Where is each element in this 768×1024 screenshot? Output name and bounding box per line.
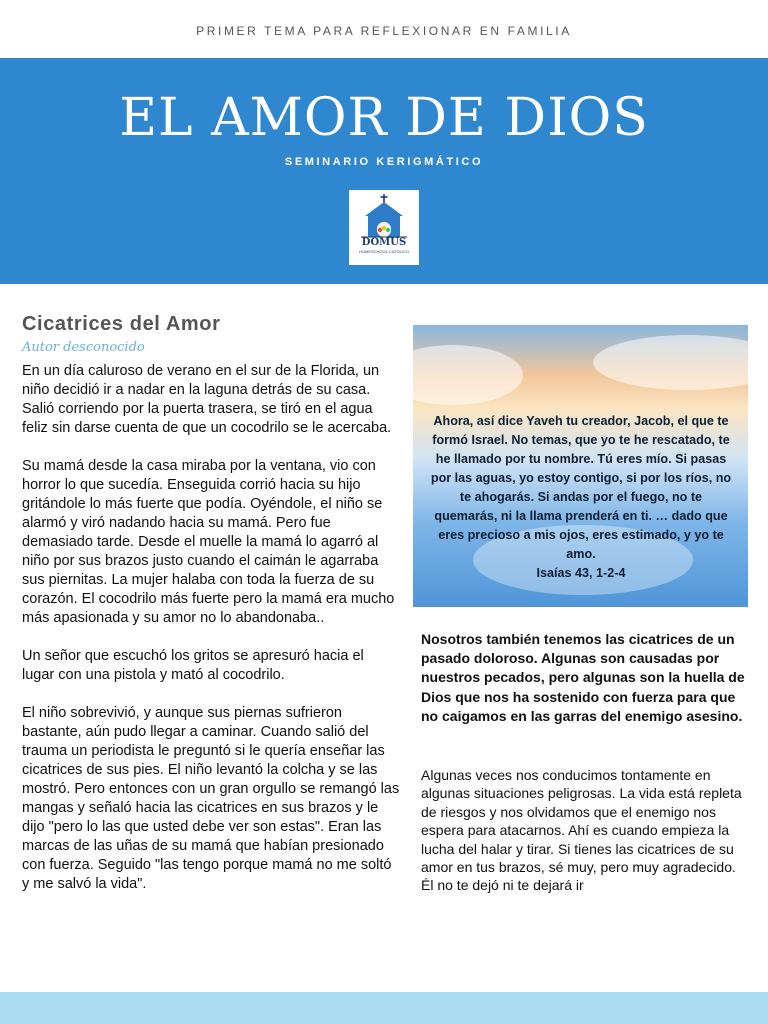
scripture-quote-box [413, 325, 748, 607]
logo-tagline: HOMESCHOOL CATÓLICO [358, 249, 409, 254]
quote-reference: Isaías 43, 1-2-4 [536, 566, 626, 580]
domus-logo [349, 190, 419, 265]
footer-band [0, 992, 768, 1024]
cloud-shape [593, 335, 748, 390]
story-column [22, 362, 400, 913]
top-kicker: PRIMER TEMA PARA REFLEXIONAR EN FAMILIA [196, 24, 572, 38]
story-paragraph: El niño sobrevivió, y aunque sus piernas sufrieron bastante, aún pudo llegar a caminar. Cuando salió del trauma un periodista le preguntó si le quería enseñar las cicatrices de sus pies. El niño levantó la colcha y se las mostró. Pero entonces con un gran orgullo se remangó las mangas y señaló hacia las cicatrices en sus brazos y le dijo "pero lo las que usted debe ver son estas". Eran las marcas de las uñas de su mamá que habían presionado con fuerza. Seguido "las tengo porque mamá no me soltó y me salvó la vida". [22, 705, 400, 892]
story-paragraph: En un día caluroso de verano en el sur de la Florida, un niño decidió ir a nadar en la laguna detrás de su casa. Salió corriendo por la puerta trasera, se tiró en el agua feliz sin darse cuenta de que un cocodrilo se le acercaba. [22, 363, 392, 436]
story-paragraph: Su mamá desde la casa miraba por la ventana, vio con horror lo que sucedía. Enseguida corrió hacia su hijo gritándole lo más fuerte que podía. Oyéndole, el niño se alarmó y viró nadando hacia su mamá. Pero fue demasiado tarde. Desde el muelle la mamá lo agarró al niño por sus brazos justo cuando el caimán le agarraba sus piernitas. La mujer halaba con toda la fuerza de su corazón. El cocodrilo más fuerte pero la mamá era mucho más apasionada y su amor no lo abandonaba.. [22, 458, 395, 626]
scripture-quote [427, 412, 735, 583]
title-banner [0, 58, 768, 284]
cloud-shape [413, 345, 523, 405]
page-title: EL AMOR DE DIOS [119, 88, 649, 148]
logo-text: DOMUS [361, 237, 407, 248]
quote-text: Ahora, así dice Yaveh tu creador, Jacob, el que te formó Israel. No temas, que yo te he rescatado, te he llamado por tu nombre. Tú eres mío. Si pasas por las aguas, yo estoy contigo, si por los ríos, no te ahogarás. Si andas por el fuego, no te quemarás, ni la llama prenderá en ti. … dado que eres precioso a mis ojos, eres estimado, y yo te amo. [430, 414, 732, 561]
reflection-lead: Nosotros también tenemos las cicatrices de un pasado doloroso. Algunas son causadas por nuestros pecados, pero algunas son la huella de Dios que nos ha sostenido con fuerza para que no caigamos en las garras del enemigo asesino. [421, 631, 745, 724]
article-title: Cicatrices del Amor [22, 313, 221, 335]
reflection-body: Algunas veces nos conducimos tontamente en algunas situaciones peligrosas. La vida está repleta de riesgos y nos olvidamos que el enemigo nos espera para atacarnos. Ahí es cuando empieza la lucha del halar y tirar. Si tienes las cicatrices de su amor en tus brazos, sé muy, pero muy agradecido. Él no te dejó ni te dejará ir [421, 767, 742, 894]
page-subtitle: SEMINARIO KERIGMÁTICO [284, 156, 484, 168]
article-author: Autor desconocido [22, 340, 145, 355]
story-paragraph: Un señor que escuchó los gritos se apresuró hacia el lugar con una pistola y mató al cocodrilo. [22, 648, 364, 683]
